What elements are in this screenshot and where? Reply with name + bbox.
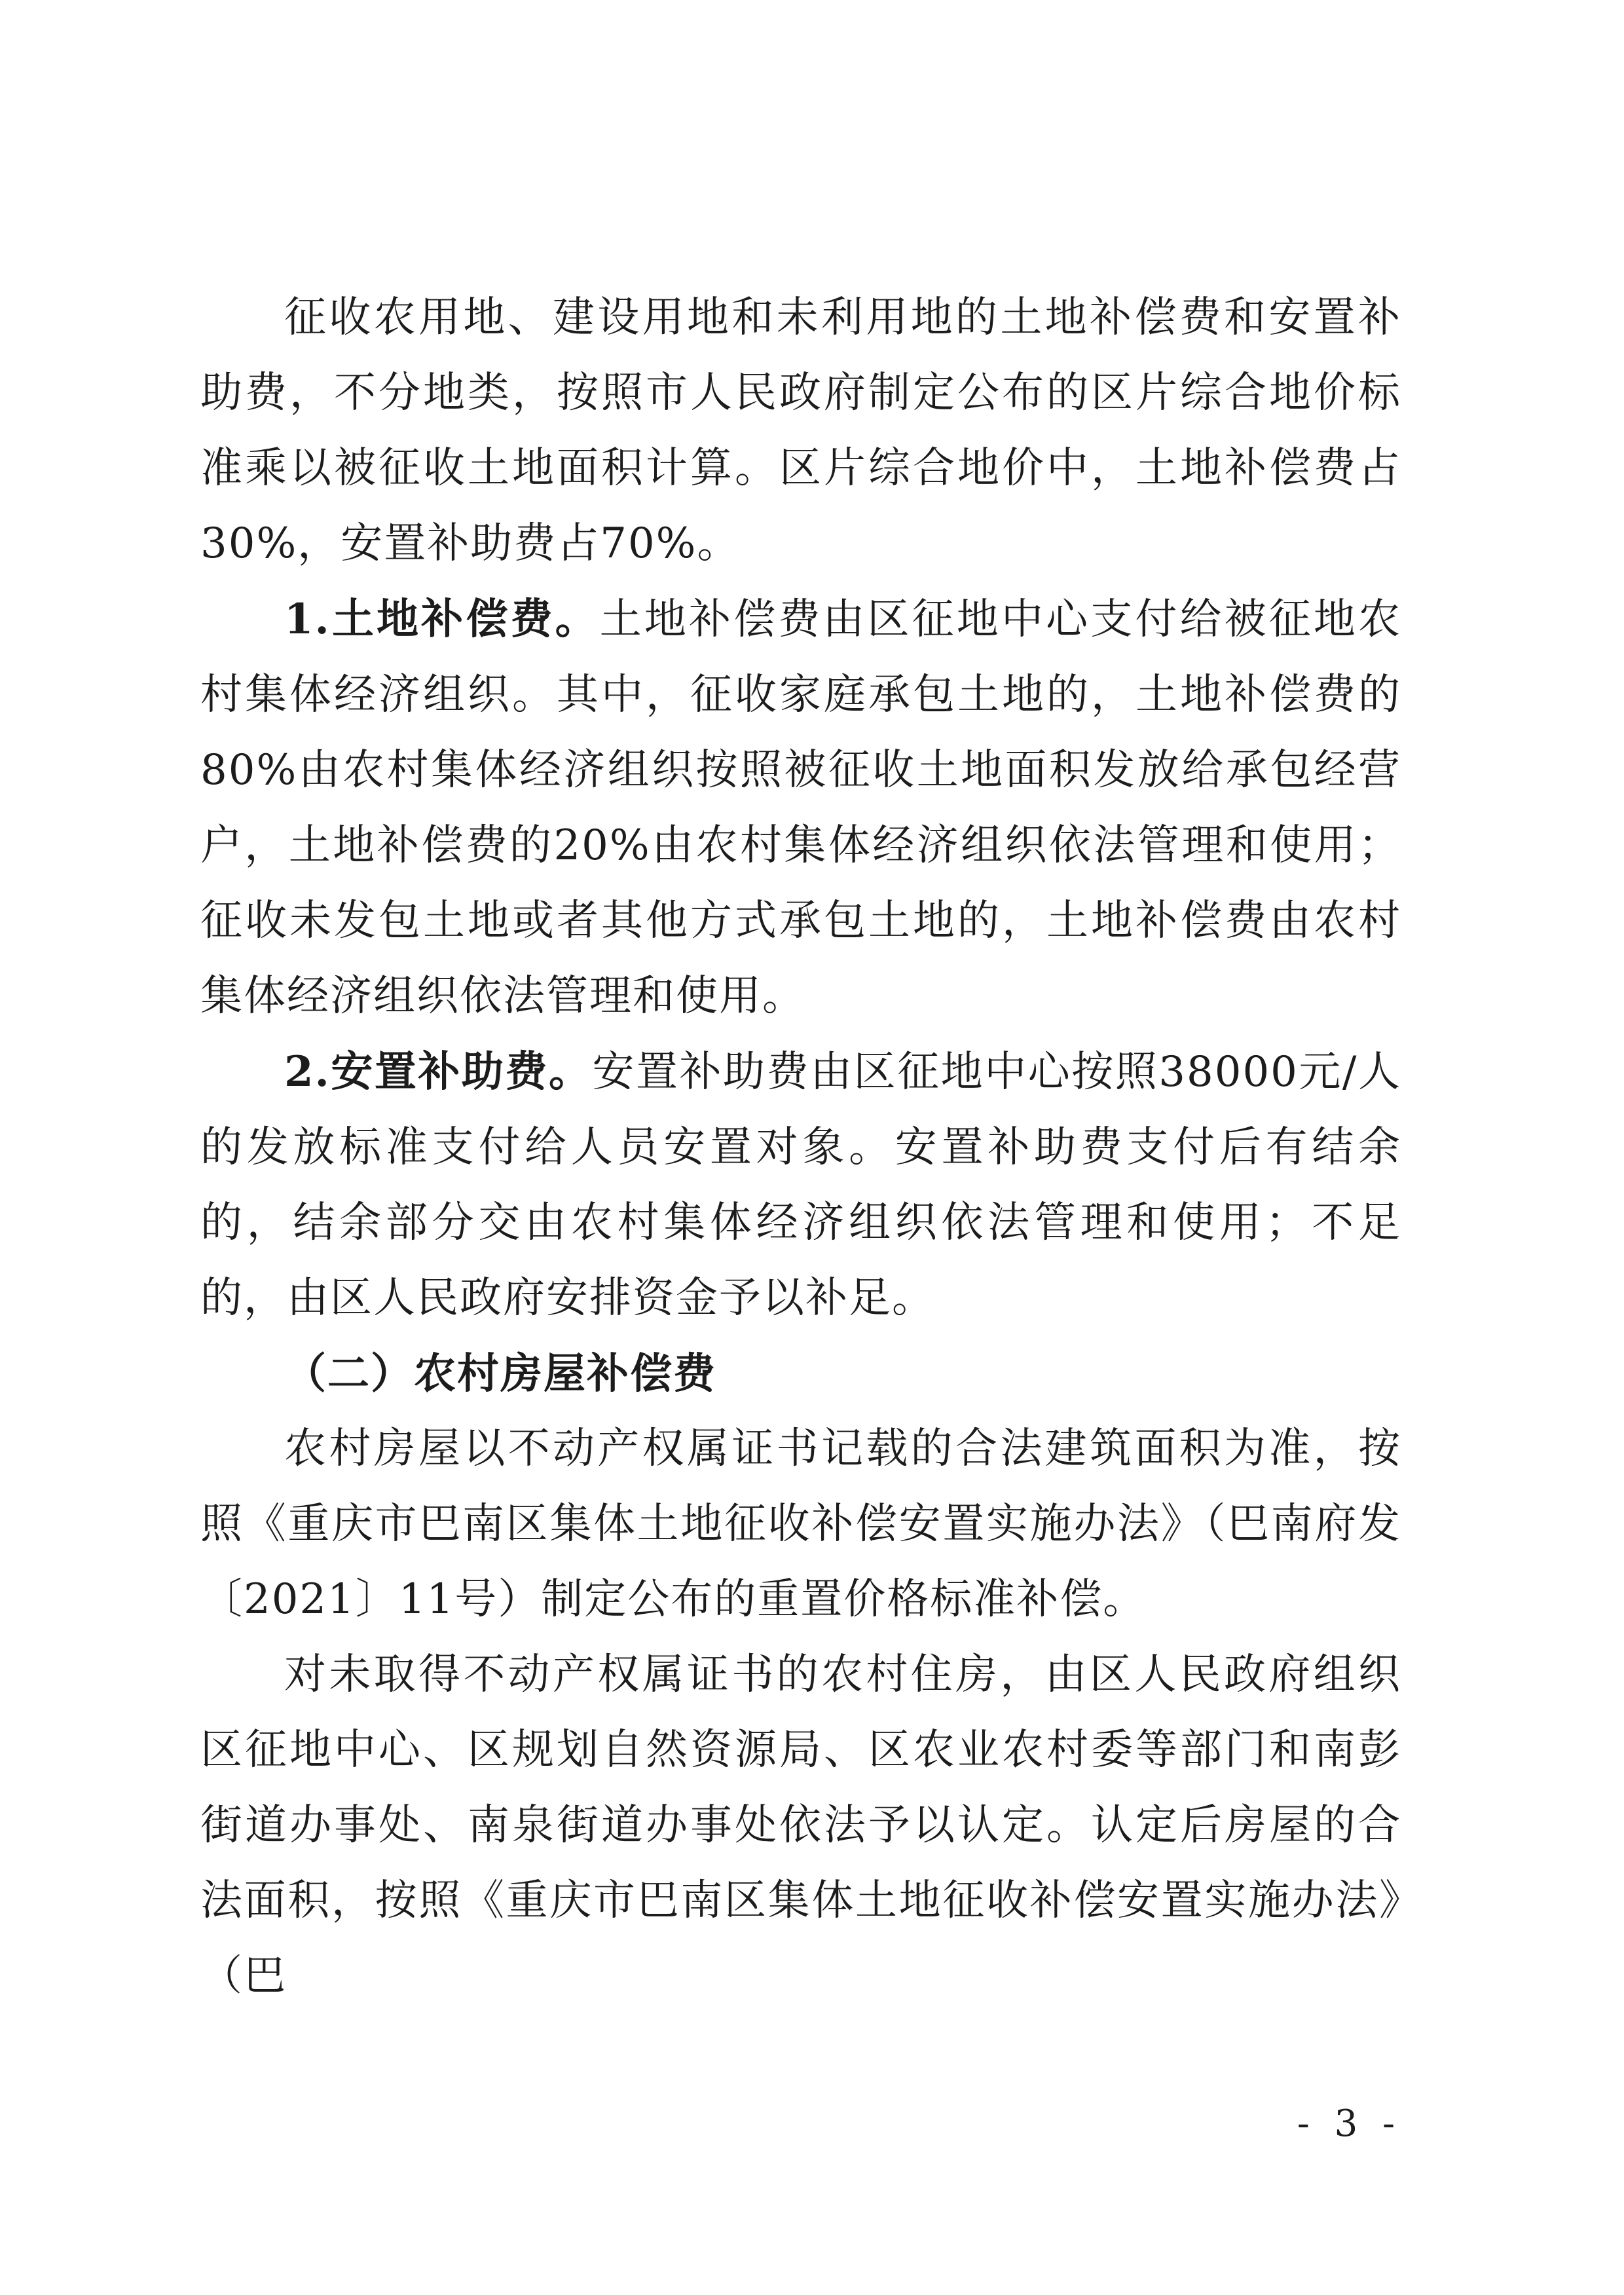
paragraph-resettlement-subsidy [200,1034,1401,1336]
paragraph-text: 农村房屋以不动产权属证书记载的合法建筑面积为准，按照《重庆市巴南区集体土地征收补偿安置实施办法》（巴南府发〔2021〕11号）制定公布的重置价格标准补偿。 [200,1425,1401,1624]
paragraph-lead-heading: 2.安置补助费。 [284,1047,593,1096]
paragraph-uncertified-housing [200,1637,1401,2014]
paragraph-compensation-overview [200,280,1401,582]
paragraph-housing-compensation [200,1411,1401,1637]
section-heading: （二）农村房屋补偿费 [284,1349,716,1398]
paragraph-text: 土地补偿费由区征地中心支付给被征地农村集体经济组织。其中，征收家庭承包土地的，土地补偿费的80%由农村集体经济组织按照被征收土地面积发放给承包经营户，土地补偿费的20%由农村集体经济组织依法管理和使用；征收未发包土地或者其他方式承包土地的，土地补偿费由农村集体经济组织依法管理和使用。 [200,595,1402,1020]
paragraph-land-compensation [200,582,1401,1034]
document-body [200,280,1401,2014]
paragraph-text: 安置补助费由区征地中心按照38000元/人的发放标准支付给人员安置对象。安置补助费支付后有结余的，结余部分交由农村集体经济组织依法管理和使用；不足的，由区人民政府安排资金予以补足。 [200,1048,1402,1322]
paragraph-text: 征收农用地、建设用地和未利用地的土地补偿费和安置补助费，不分地类，按照市人民政府制定公布的区片综合地价标准乘以被征收土地面积计算。区片综合地价中，土地补偿费占30%，安置补助费占70%。 [200,293,1401,568]
page-number: - 3 - [1297,2102,1401,2145]
paragraph-text: 对未取得不动产权属证书的农村住房，由区人民政府组织区征地中心、区规划自然资源局、区农业农村委等部门和南彭街道办事处、南泉街道办事处依法予以认定。认定后房屋的合法面积，按照《重庆市巴南区集体土地征收补偿安置实施办法》（巴 [200,1651,1401,2000]
paragraph-lead-heading: 1.土地补偿费。 [284,595,600,644]
